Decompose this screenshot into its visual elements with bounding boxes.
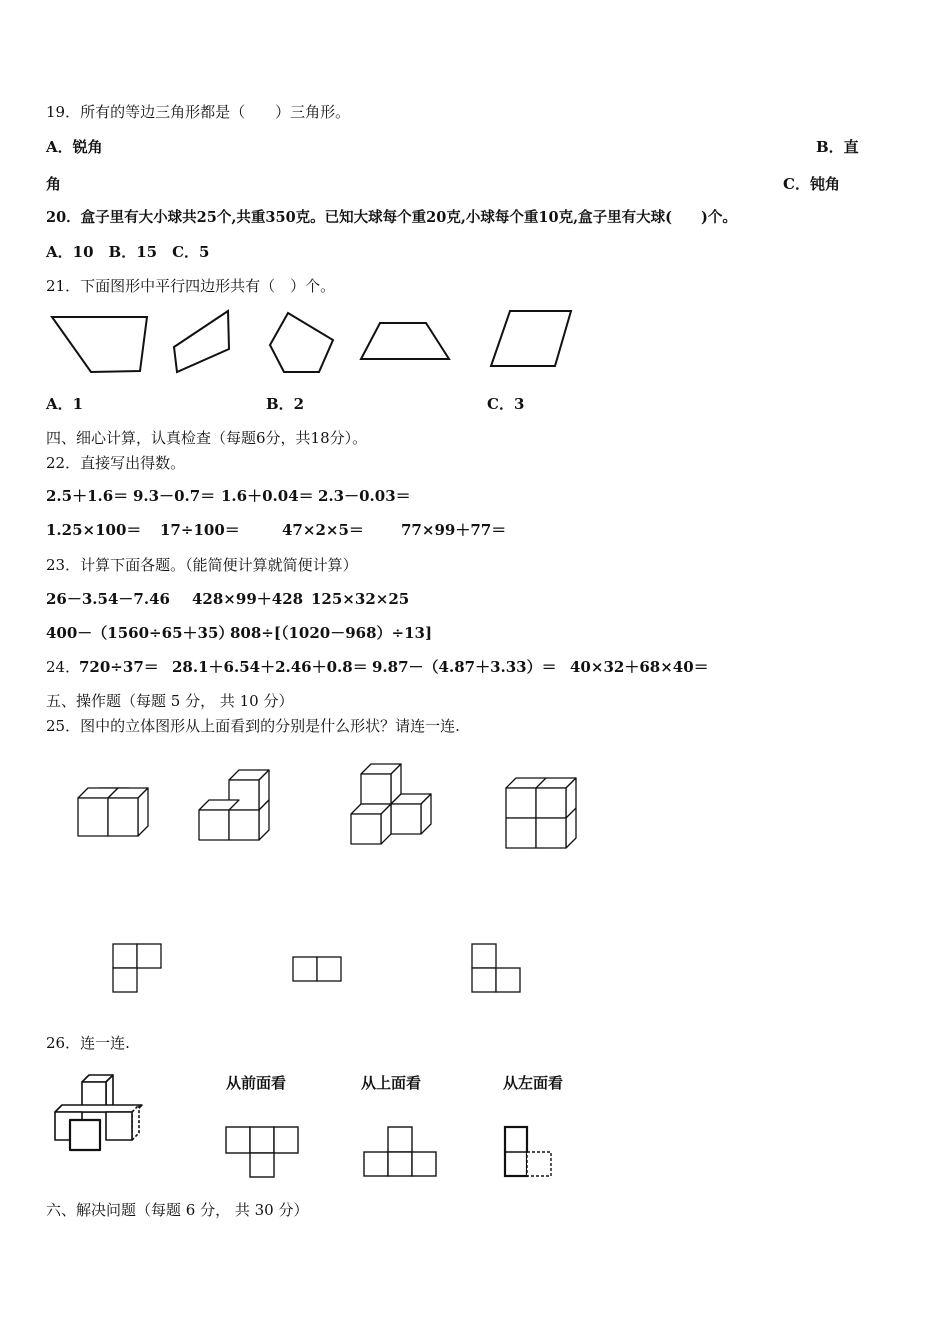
q19-option-c: C．钝角 [783, 175, 840, 193]
q26-stem: 26．连一连. [46, 1034, 130, 1052]
solid-figure-1 [78, 788, 148, 836]
q22-item: 9.3－0.7＝ [133, 487, 216, 505]
section-4-title: 四、细心计算，认真检查（每题6分，共18分）。 [46, 429, 368, 447]
q23-item: 125×32×25 [311, 590, 410, 608]
q19-option-b-tail: 角 [46, 175, 62, 193]
top-view-3 [472, 944, 520, 992]
q21-option-b: B．2 [266, 395, 305, 413]
section-5-title: 五、操作题（每题 5 分， 共 10 分） [46, 692, 294, 710]
q25-solid-figures [0, 750, 620, 860]
q26-label-top: 从上面看 [361, 1074, 422, 1092]
q24-number: 24． [46, 658, 81, 676]
q23-item: 808÷[（1020－968）÷13] [230, 624, 433, 642]
q20-options: A．10 B．15 C．5 [46, 243, 210, 261]
q24-item: 40×32＋68×40＝ [570, 658, 709, 676]
q24-item: 28.1＋6.54＋2.46＋0.8＝ [172, 658, 368, 676]
shape-trapezoid [361, 323, 449, 359]
solid-figure-3 [351, 764, 431, 844]
view-shape-1 [226, 1127, 298, 1177]
q22-item: 2.3－0.03＝ [318, 487, 411, 505]
top-view-2 [293, 957, 341, 981]
q26-view-shapes [0, 1120, 620, 1185]
q19-option-a: A．锐角 [46, 138, 103, 156]
q21-shapes-figure [40, 305, 600, 385]
shape-pentagon [270, 313, 333, 372]
q21-option-a: A．1 [46, 395, 84, 413]
q22-item: 47×2×5＝ [282, 521, 364, 539]
q22-item: 1.6＋0.04＝ [221, 487, 314, 505]
solid-figure-4 [506, 778, 576, 848]
q24-item: 9.87－（4.87＋3.33）＝ [372, 658, 557, 676]
q26-label-left: 从左面看 [503, 1074, 564, 1092]
q23-item: 400－（1560÷65＋35） [46, 624, 234, 642]
top-view-1 [113, 944, 161, 992]
solid-figure-2 [199, 770, 269, 840]
q25-top-views [0, 935, 620, 1005]
q26-label-front: 从前面看 [226, 1074, 287, 1092]
q22-item: 77×99＋77＝ [401, 521, 507, 539]
q23-item: 428×99＋428 [192, 590, 304, 608]
q21-option-c: C．3 [487, 395, 525, 413]
shape-parallelogram-large [491, 311, 571, 366]
q22-item: 2.5＋1.6＝ [46, 487, 129, 505]
q22-stem: 22．直接写出得数。 [46, 454, 186, 472]
q19-option-b-head: B．直 [816, 138, 859, 156]
q21-stem: 21．下面图形中平行四边形共有（ ）个。 [46, 277, 336, 295]
q22-item: 17÷100＝ [160, 521, 240, 539]
q23-stem: 23．计算下面各题。（能简便计算就简便计算） [46, 556, 358, 574]
view-shape-2 [364, 1127, 436, 1176]
q23-item: 26－3.54－7.46 [46, 590, 170, 608]
q25-stem: 25．图中的立体图形从上面看到的分别是什么形状？请连一连. [46, 717, 460, 735]
q19-stem: 19．所有的等边三角形都是（ ）三角形。 [46, 103, 351, 121]
section-6-title: 六、解决问题（每题 6 分， 共 30 分） [46, 1201, 309, 1219]
view-shape-3 [505, 1127, 551, 1176]
q22-item: 1.25×100＝ [46, 521, 142, 539]
shape-trapezoid-irregular [52, 317, 147, 372]
q20-stem: 20．盒子里有大小球共25个,共重350克。已知大球每个重20克,小球每个重10克,盒子里有大球( )个。 [46, 209, 737, 226]
q24-item: 720÷37＝ [79, 658, 159, 676]
shape-parallelogram-small [174, 311, 229, 372]
